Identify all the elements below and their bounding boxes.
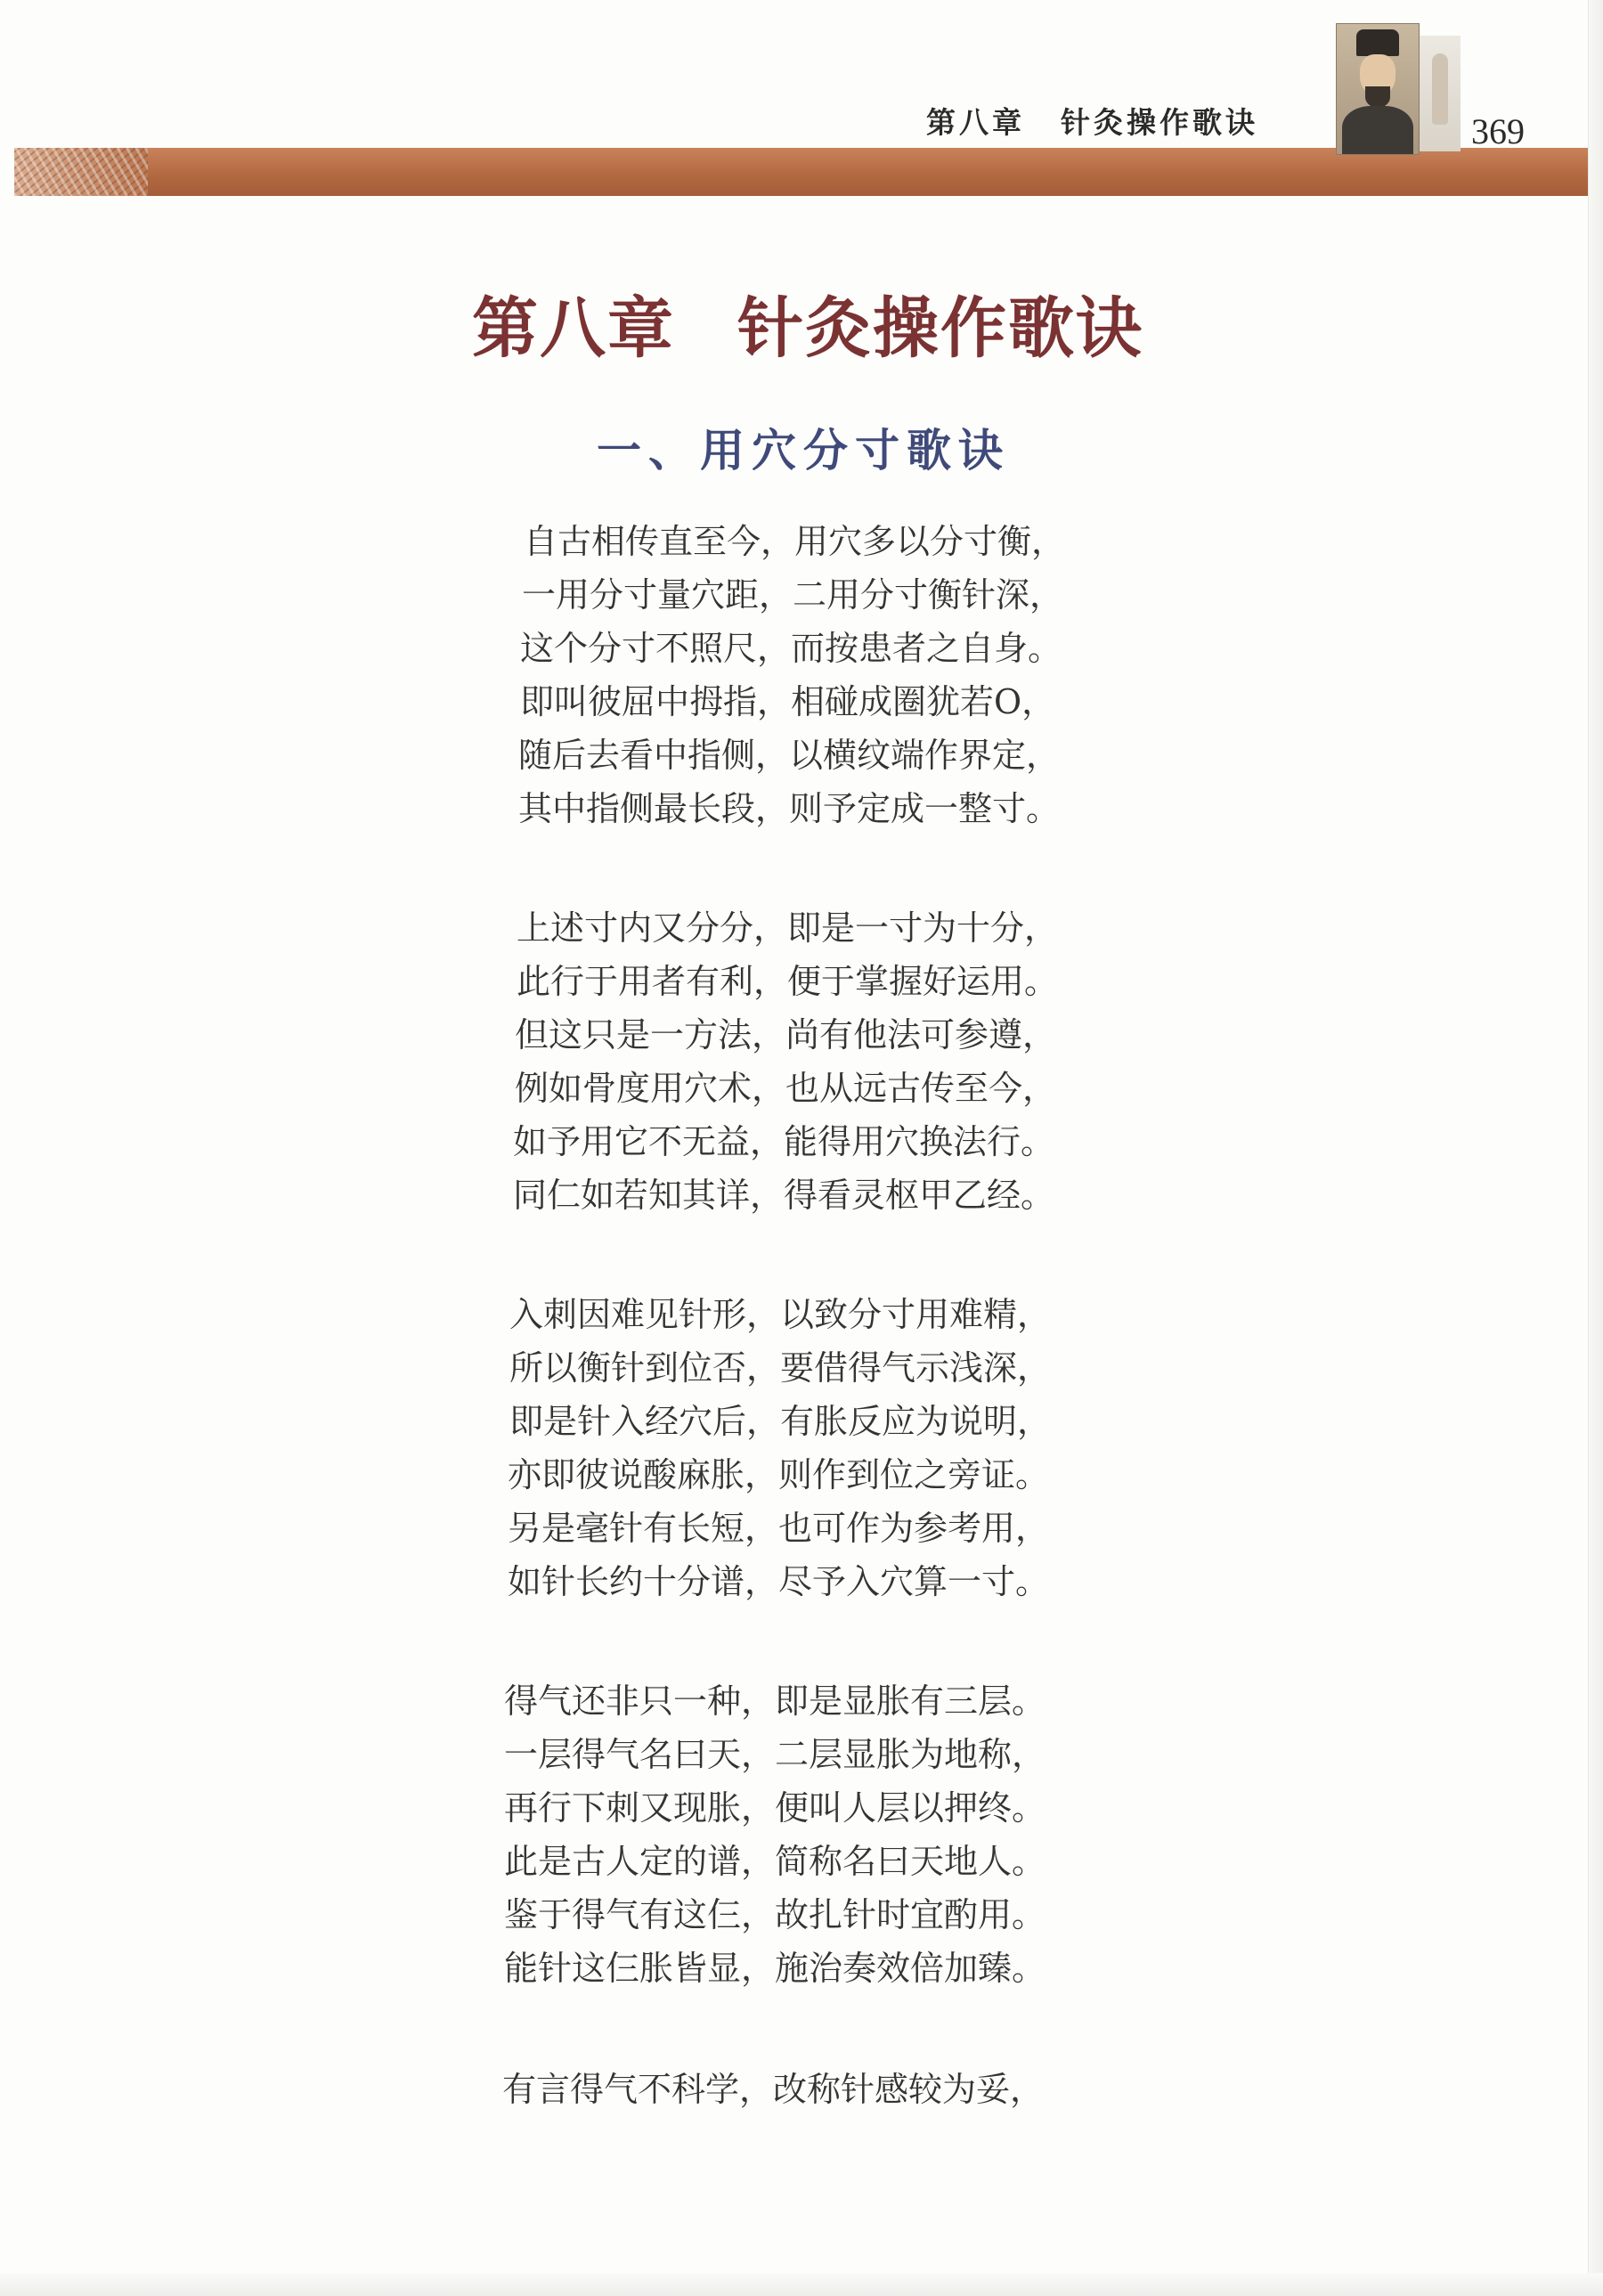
verse-line: 如针长约十分谱，尽予入穴算一寸。: [508, 1562, 1050, 1601]
section-title: 一、用穴分寸歌诀: [597, 425, 1010, 476]
page-right-edge: [1588, 0, 1603, 2296]
verse-line: 另是毫针有长短，也可作为参考用，: [508, 1509, 1050, 1548]
verse-line: 入刺因难见针形，以致分寸用难精，: [509, 1295, 1052, 1334]
verse-line: 有言得气不科学，改称针感较为妥，: [502, 2070, 1045, 2109]
verse-line: 自古相传直至今，用穴多以分寸衡，: [524, 522, 1066, 561]
chapter-name: 针灸操作歌诀: [737, 290, 1143, 367]
verse-line: 即叫彼屈中拇指，相碰成圈犹若O，: [520, 682, 1056, 721]
portrait-image: [1336, 23, 1420, 155]
verse-line: 得气还非只一种，即是显胀有三层。: [504, 1681, 1046, 1721]
verse-line: 一层得气名曰天，二层显胀为地称，: [504, 1735, 1046, 1774]
verse-line: 上述寸内又分分，即是一寸为十分，: [517, 908, 1059, 948]
verse-line: 此是古人定的谱，简称名曰天地人。: [504, 1842, 1046, 1881]
verse-line: 此行于用者有利，便于掌握好运用。: [517, 962, 1059, 1001]
verse-line: 所以衡针到位否，要借得气示浅深，: [509, 1348, 1052, 1388]
running-head-chapter: 第八章: [926, 105, 1025, 140]
verse-line: 再行下刺又现胀，便叫人层以押终。: [504, 1788, 1046, 1828]
chapter-number: 第八章: [472, 290, 675, 367]
running-head: [926, 100, 1258, 142]
page-bottom-edge: [0, 2273, 1603, 2296]
portrait-hat: [1356, 29, 1399, 56]
running-head-title: 针灸操作歌诀: [1061, 105, 1258, 140]
verse-line: 如予用它不无益，能得用穴换法行。: [513, 1122, 1055, 1161]
verse-line: 鉴于得气有这仨，故扎针时宜酌用。: [504, 1895, 1046, 1934]
portrait-side-figure: [1420, 36, 1461, 151]
verse-line: 随后去看中指侧，以横纹端作界定，: [518, 736, 1061, 775]
verse-line: 例如骨度用穴术，也从远古传至今，: [515, 1069, 1057, 1108]
page-number: 369: [1471, 111, 1525, 151]
verse-line: 但这只是一方法，尚有他法可参遵，: [515, 1015, 1057, 1054]
chapter-title: [472, 276, 1143, 370]
portrait-beard: [1365, 86, 1390, 108]
verse-line: 亦即彼说酸麻胀，则作到位之旁证。: [508, 1455, 1050, 1494]
side-figure-shape: [1432, 53, 1448, 125]
header-color-band: [14, 148, 1603, 196]
verse-line: 同仁如若知其详，得看灵枢甲乙经。: [513, 1176, 1055, 1215]
verse-line: 这个分寸不照尺，而按患者之自身。: [520, 629, 1062, 668]
verse-line: 能针这仨胀皆显，施治奏效倍加臻。: [504, 1949, 1046, 1988]
verse-line: 一用分寸量穴距，二用分寸衡针深，: [522, 575, 1064, 615]
portrait-robe: [1342, 106, 1413, 155]
header-band-texture: [14, 148, 148, 196]
verse-line: 即是针入经穴后，有胀反应为说明，: [509, 1402, 1052, 1441]
verse-line: 其中指侧最长段，则予定成一整寸。: [518, 789, 1061, 828]
